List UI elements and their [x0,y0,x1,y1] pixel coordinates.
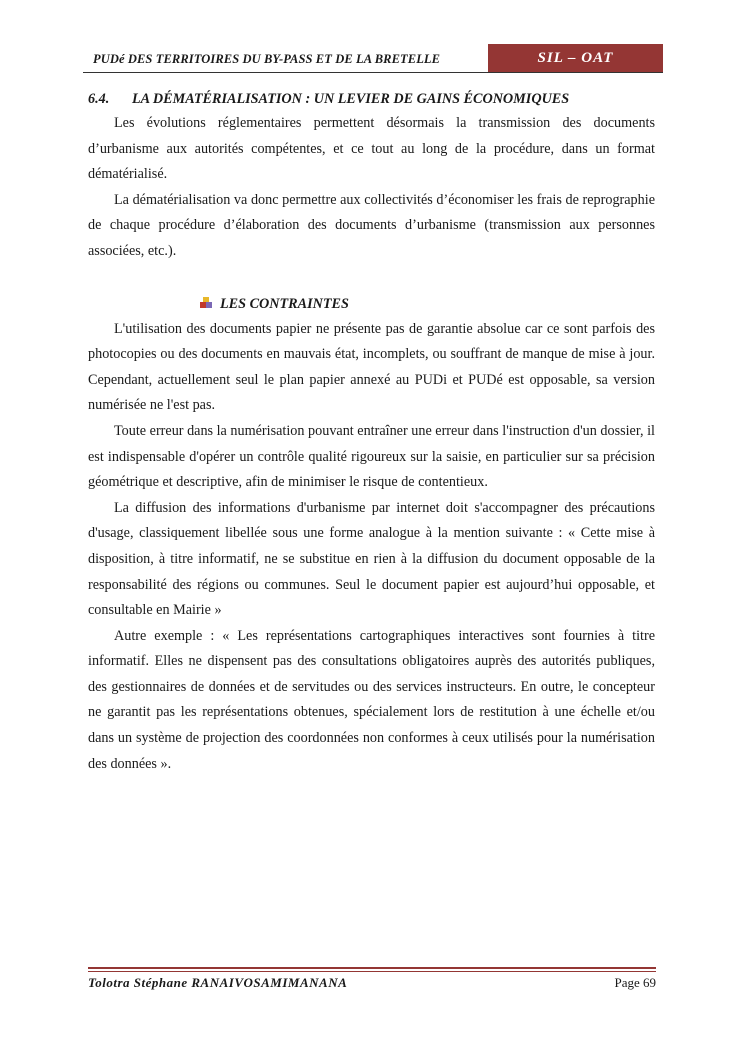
constraints-title: LES CONTRAINTES [220,295,349,312]
paragraph: Autre exemple : « Les représentations cartographiques interactives sont fournies à titre informatif. Elles ne dispensent pas des consultations obligatoires auprès des autorités publiques, des gestionnaires de données et de servitudes ou des services instructeurs. En outre, le concepteur ne garantit pas les représentations obtenues, spécialement lors de restitution à une échelle et/ou dans un système de projection des coordonnées non conformes à ceux utilisés pour la numérisation des données ». [88,627,655,772]
header-divider [83,72,663,73]
paragraph: Les évolutions réglementaires permettent désormais la transmission des documents d’urbanisme aux autorités compétentes, et ce tout au long de la procédure, dans un format dématérialisé. [88,115,655,183]
section-number: 6.4. [88,91,110,107]
footer-divider [88,967,656,969]
paragraph: Toute erreur dans la numérisation pouvant entraîner une erreur dans l'instruction d'un dossier, il est indispensable d'opérer un contrôle qualité rigoureux sur la saisie, en particulier sur sa précision géométrique et descriptive, afin de minimiser le risque de contentieux. [88,422,655,491]
spacer [88,265,655,291]
page-body [88,89,655,777]
header-badge: SIL – OAT [488,44,663,72]
paragraph: L'utilisation des documents papier ne présente pas de garantie absolue car ce sont parfois des photocopies ou des documents en mauvais état, incomplets, ou souffrant de manque de mise à jour. Cependant, actuellement seul le plan papier annexé au PUDi et PUDé est opposable, sa version numérisée ne l'est pas. [88,320,655,414]
header-title: PUDé DES TERRITOIRES DU BY-PASS ET DE LA BRETELLE [93,52,441,66]
paragraph: La diffusion des informations d'urbanisme par internet doit s'accompagner des précautions d'usage, classiquement libellée sous une forme analogue à la mention suivante : « Cette mise à disposition, à titre informatif, ne se substitue en rien à la diffusion du document opposable de la responsabilité des régions ou communes. Seul le document papier est aujourd’hui opposable, et consultable en Mairie » [88,499,655,619]
footer-author: Tolotra Stéphane RANAIVOSAMIMANANA [88,975,348,990]
bullet-diamond-icon [200,297,212,309]
constraints-heading [88,291,655,317]
page-number: Page 69 [614,975,656,990]
page-header [83,44,663,74]
footer-divider-thin [88,971,656,972]
section-title: LA DÉMATÉRIALISATION : UN LEVIER DE GAINS ÉCONOMIQUES [132,91,570,107]
paragraph: La dématérialisation va donc permettre aux collectivités d’économiser les frais de reprographie de chaque procédure d’élaboration des documents d’urbanisme (transmission aux personnes associées, etc.). [88,191,655,259]
section-heading [88,89,655,111]
